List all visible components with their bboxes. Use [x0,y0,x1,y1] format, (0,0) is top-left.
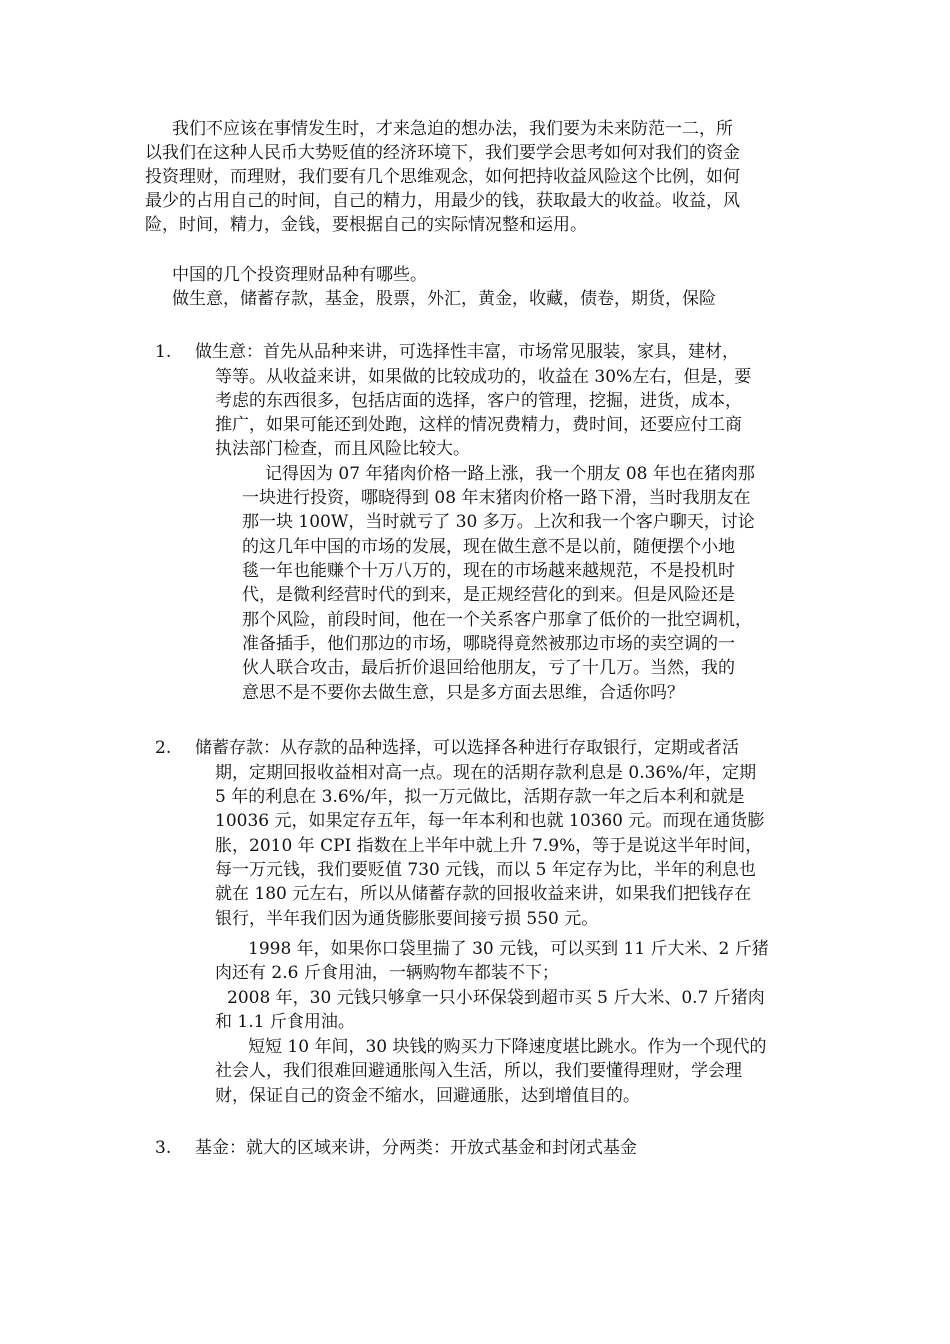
item-body-line: 考虑的东西很多，包括店面的选择，客户的管理，挖掘，进货，成本， [215,391,742,411]
example-line: 记得因为 07 年猪肉价格一路上涨，我一个朋友 08 年也在猪肉那 [265,464,755,484]
item-body-line: 做生意：首先从品种来讲，可选择性丰富，市场常见服装，家具，建材， [195,342,739,362]
example-line: 1998 年，如果你口袋里揣了 30 元钱，可以买到 11 斤大米、2 斤猪 [248,939,769,959]
varieties-list: 做生意，储蓄存款，基金，股票，外汇，黄金，收藏，债卷，期货，保险 [172,289,716,309]
item-body-line: 等等。从收益来讲，如果做的比较成功的，收益在 30%左右，但是，要 [215,367,752,387]
example-line: 肉还有 2.6 斤食用油，一辆购物车都装不下； [215,963,559,983]
example-line: 一块进行投资，哪晓得到 08 年末猪肉价格一路下滑，当时我朋友在 [242,488,751,508]
example-line: 财，保证自己的资金不缩水，回避通胀，达到增值目的。 [215,1086,640,1106]
varieties-question: 中国的几个投资理财品种有哪些。 [172,265,427,285]
item-body-line: 每一万元钱，我们要贬值 730 元钱，而以 5 年定存为比，半年的利息也 [215,860,756,880]
item-body-line: 银行，半年我们因为通货膨胀要间接亏损 550 元。 [215,909,599,929]
example-line: 和 1.1 斤食用油。 [215,1012,355,1032]
item-body-line: 胀，2010 年 CPI 指数在上半年中就上升 7.9%，等于是说这半年时间， [215,836,763,856]
example-line: 伙人联合攻击，最后折价退回给他朋友，亏了十几万。当然，我的 [242,658,735,678]
item-body-line: 基金：就大的区域来讲，分两类：开放式基金和封闭式基金 [195,1138,637,1158]
example-line: 那个风险，前段时间，他在一个关系客户那拿了低价的一批空调机， [242,610,752,630]
example-line: 那一块 100W，当时就亏了 30 多万。上次和我一个客户聊天，讨论 [242,512,755,532]
item-body-line: 执法部门检查，而且风险比较大。 [215,439,470,459]
intro-line: 投资理财，而理财，我们要有几个思维观念，如何把持收益风险这个比例，如何 [145,167,740,187]
item-body-line: 10036 元，如果定存五年，每一年本利和也就 10360 元。而现在通货膨 [215,811,765,831]
item-body-line: 就在 180 元左右，所以从储蓄存款的回报收益来讲，如果我们把钱存在 [215,884,752,904]
item-body-line: 期，定期回报收益相对高一点。现在的活期存款利息是 0.36%/年，定期 [215,763,757,783]
example-line: 社会人，我们很难回避通胀闯入生活，所以，我们要懂得理财，学会理 [215,1061,742,1081]
example-line: 准备插手，他们那边的市场，哪晓得竟然被那边市场的卖空调的一 [242,634,735,654]
example-line: 毯一年也能赚个十万八万的，现在的市场越来越规范，不是投机时 [242,561,735,581]
item-body-line: 储蓄存款：从存款的品种选择，可以选择各种进行存取银行，定期或者活 [195,738,739,758]
intro-line: 我们不应该在事情发生时，才来急迫的想办法，我们要为未来防范一二，所 [172,119,733,139]
intro-line: 最少的占用自己的时间，自己的精力，用最少的钱，获取最大的收益。收益，风 [145,191,740,211]
example-line: 短短 10 年间，30 块钱的购买力下降速度堪比跳水。作为一个现代的 [248,1037,767,1057]
intro-line: 险，时间，精力，金钱，要根据自己的实际情况整和运用。 [145,215,587,235]
item-body-line: 推广，如果可能还到处跑，这样的情况费精力，费时间，还要应付工商 [215,415,742,435]
example-line: 意思不是不要你去做生意，只是多方面去思维，合适你吗？ [242,683,684,703]
list-item-number: 3. [155,1138,172,1158]
intro-line: 以我们在这种人民币大势贬值的经济环境下，我们要学会思考如何对我们的资金 [145,143,740,163]
item-body-line: 5 年的利息在 3.6%/年，拟一万元做比，活期存款一年之后本利和就是 [215,787,745,807]
example-line: 2008 年，30 元钱只够拿一只小环保袋到超市买 5 斤大米、0.7 斤猪肉 [227,988,765,1008]
list-item-number: 1. [155,342,172,362]
list-item-number: 2. [155,738,172,758]
example-line: 的这几年中国的市场的发展，现在做生意不是以前，随便摆个小地 [242,537,735,557]
example-line: 代，是微利经营时代的到来，是正规经营化的到来。但是风险还是 [242,585,735,605]
